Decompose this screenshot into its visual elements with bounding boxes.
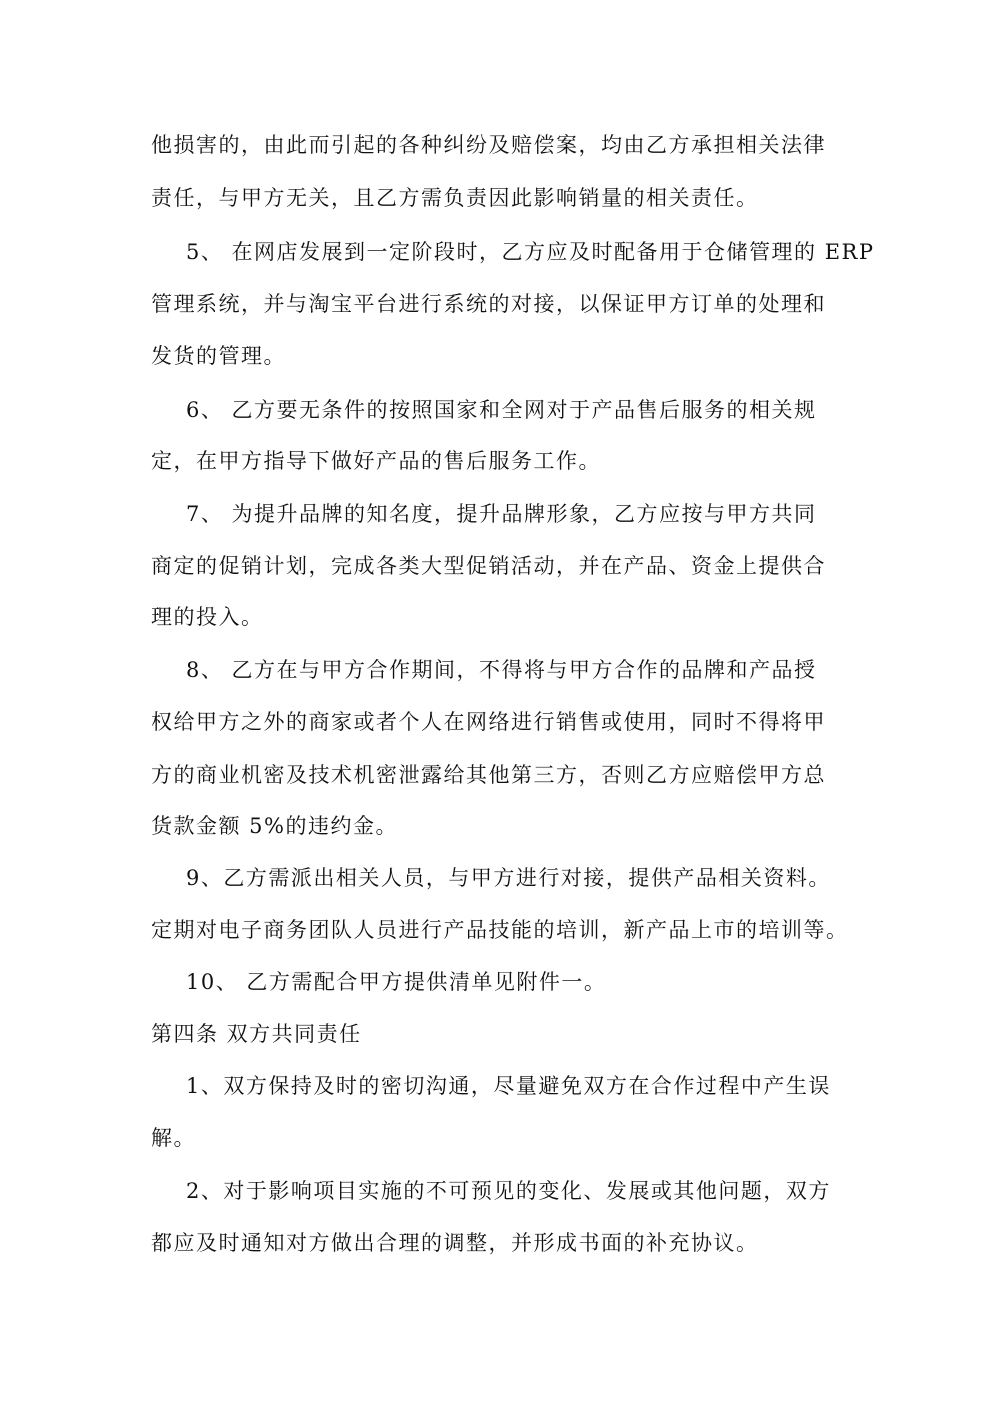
body-text-line: 理的投入。	[151, 605, 264, 629]
clause-10-line: 10、 乙方需配合甲方提供清单见附件一。	[186, 970, 607, 994]
clause-6-line: 6、 乙方要无条件的按照国家和全网对于产品售后服务的相关规	[186, 398, 817, 422]
body-text-line: 他损害的，由此而引起的各种纠纷及赔偿案，均由乙方承担相关法律	[151, 133, 826, 157]
section-heading: 第四条 双方共同责任	[151, 1022, 362, 1046]
section-4-item-2-line: 2、对于影响项目实施的不可预见的变化、发展或其他问题，双方	[186, 1179, 831, 1203]
body-text-line: 管理系统，并与淘宝平台进行系统的对接，以保证甲方订单的处理和	[151, 292, 826, 316]
body-text-line: 定期对电子商务团队人员进行产品技能的培训，新产品上市的培训等。	[151, 918, 849, 942]
body-text-line: 都应及时通知对方做出合理的调整，并形成书面的补充协议。	[151, 1231, 759, 1255]
body-text-line: 权给甲方之外的商家或者个人在网络进行销售或使用，同时不得将甲	[151, 710, 826, 734]
section-4-item-1-line: 1、双方保持及时的密切沟通，尽量避免双方在合作过程中产生误	[186, 1074, 831, 1098]
body-text-line: 解。	[151, 1126, 196, 1150]
body-text-line: 责任，与甲方无关，且乙方需负责因此影响销量的相关责任。	[151, 186, 759, 210]
body-text-line: 发货的管理。	[151, 344, 286, 368]
clause-7-line: 7、 为提升品牌的知名度，提升品牌形象，乙方应按与甲方共同	[186, 502, 817, 526]
clause-8-line: 8、 乙方在与甲方合作期间，不得将与甲方合作的品牌和产品授	[186, 658, 817, 682]
body-text-line: 商定的促销计划，完成各类大型促销活动，并在产品、资金上提供合	[151, 554, 826, 578]
clause-9-line: 9、乙方需派出相关人员，与甲方进行对接，提供产品相关资料。	[186, 866, 831, 890]
body-text-line: 货款金额 5%的违约金。	[151, 814, 398, 838]
clause-5-line: 5、 在网店发展到一定阶段时，乙方应及时配备用于仓储管理的 ERP	[186, 240, 875, 264]
body-text-line: 定，在甲方指导下做好产品的售后服务工作。	[151, 449, 601, 473]
body-text-line: 方的商业机密及技术机密泄露给其他第三方，否则乙方应赔偿甲方总	[151, 763, 826, 787]
